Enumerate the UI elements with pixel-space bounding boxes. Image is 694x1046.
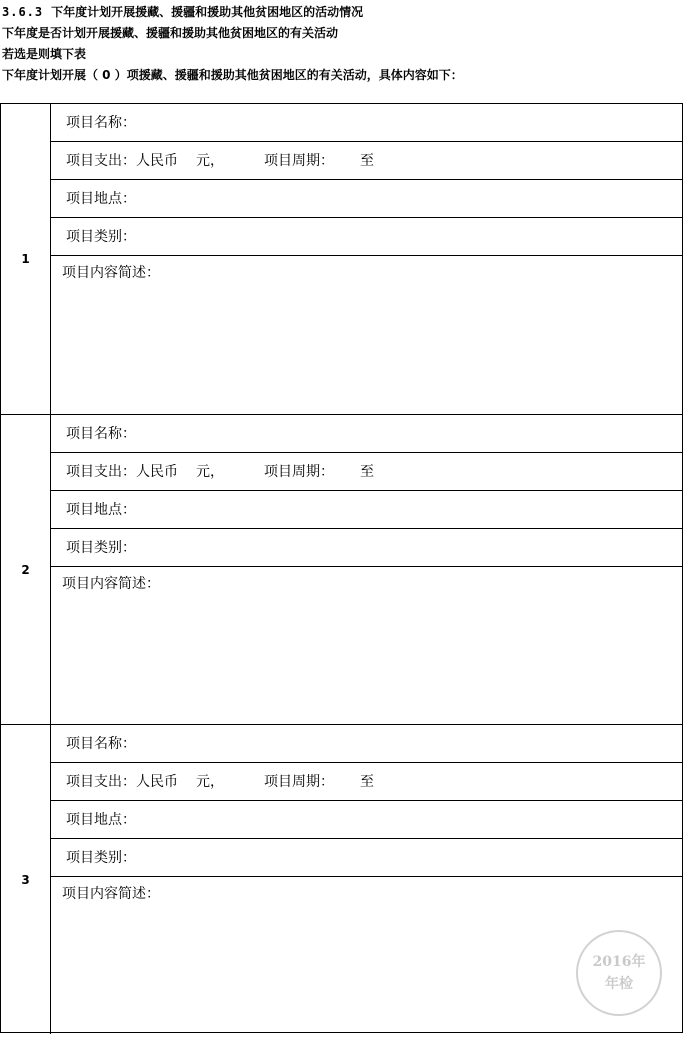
- project-number: 3: [1, 725, 51, 1034]
- section-number: 3.6.3: [2, 5, 44, 19]
- project-period-label: 项目周期：: [264, 464, 334, 480]
- project-block: [1, 104, 682, 414]
- project-type-label: 项目类别：: [66, 229, 136, 245]
- project-cost-unit: 元，: [196, 774, 224, 790]
- project-period-label: 项目周期：: [264, 153, 334, 169]
- project-period-label: 项目周期：: [264, 774, 334, 790]
- project-place-field[interactable]: [51, 491, 682, 529]
- project-type-field[interactable]: [51, 529, 682, 567]
- project-name-field[interactable]: [51, 415, 682, 453]
- project-cost-label: 项目支出：人民币: [66, 774, 178, 790]
- project-cost-label: 项目支出：人民币: [66, 464, 178, 480]
- project-description-field[interactable]: [51, 256, 682, 414]
- section-heading: [2, 2, 688, 23]
- project-cost-field[interactable]: [51, 142, 682, 180]
- page-header: [2, 2, 688, 86]
- project-name-label: 项目名称：: [66, 426, 136, 442]
- project-place-label: 项目地点：: [66, 191, 136, 207]
- project-name-field[interactable]: [51, 104, 682, 142]
- project-place-label: 项目地点：: [66, 502, 136, 518]
- section-title: 下年度计划开展援藏、援疆和援助其他贫困地区的活动情况: [51, 5, 364, 19]
- project-place-field[interactable]: [51, 801, 682, 839]
- project-name-field[interactable]: [51, 725, 682, 763]
- project-period-to: 至: [360, 153, 374, 169]
- stamp-inspection-text: 年检: [605, 976, 633, 992]
- project-place-field[interactable]: [51, 180, 682, 218]
- annual-inspection-stamp: [576, 930, 662, 1016]
- project-type-label: 项目类别：: [66, 850, 136, 866]
- project-type-field[interactable]: [51, 839, 682, 877]
- project-block: [1, 414, 682, 724]
- project-fields: [51, 104, 682, 414]
- project-cost-field[interactable]: [51, 453, 682, 491]
- stamp-year-text: 2016年: [592, 954, 646, 970]
- project-description-label: 项目内容简述：: [62, 265, 160, 281]
- project-description-label: 项目内容简述：: [62, 576, 160, 592]
- project-name-label: 项目名称：: [66, 115, 136, 131]
- project-table: [0, 103, 683, 1033]
- project-cost-unit: 元，: [196, 464, 224, 480]
- project-type-field[interactable]: [51, 218, 682, 256]
- question-line: 下年度是否计划开展援藏、援疆和援助其他贫困地区的有关活动: [2, 26, 339, 40]
- project-number: 1: [1, 104, 51, 414]
- count-line: 下年度计划开展（ 0 ）项援藏、援疆和援助其他贫困地区的有关活动，具体内容如下：: [2, 68, 463, 82]
- project-place-label: 项目地点：: [66, 812, 136, 828]
- project-cost-label: 项目支出：人民币: [66, 153, 178, 169]
- project-period-to: 至: [360, 464, 374, 480]
- project-fields: [51, 415, 682, 724]
- project-description-field[interactable]: [51, 567, 682, 724]
- project-description-label: 项目内容简述：: [62, 886, 160, 902]
- instruction-line: 若选是则填下表: [2, 47, 87, 61]
- project-cost-unit: 元，: [196, 153, 224, 169]
- project-period-to: 至: [360, 774, 374, 790]
- project-name-label: 项目名称：: [66, 736, 136, 752]
- project-number: 2: [1, 415, 51, 724]
- project-type-label: 项目类别：: [66, 540, 136, 556]
- project-cost-field[interactable]: [51, 763, 682, 801]
